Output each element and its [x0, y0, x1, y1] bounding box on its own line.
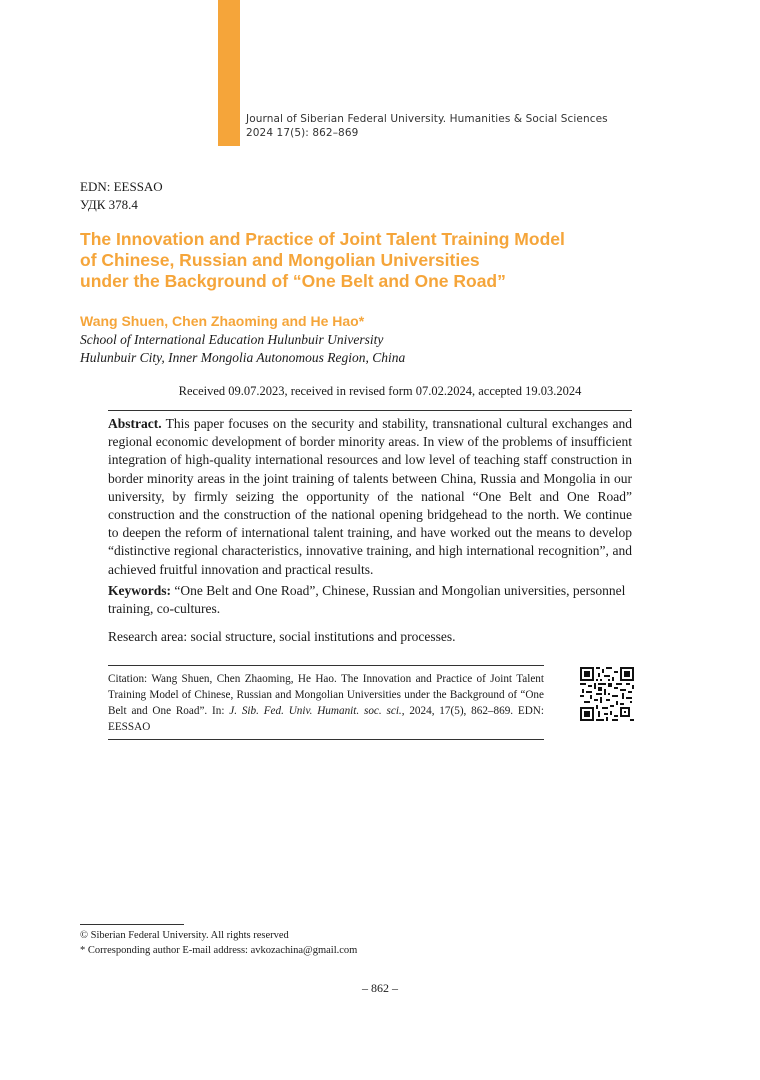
- received-dates: Received 09.07.2023, received in revised form 07.02.2024, accepted 19.03.2024: [178, 384, 582, 398]
- accent-bar: [218, 0, 240, 146]
- title-line: under the Background of “One Belt and One Road”: [80, 271, 506, 291]
- affiliation-line: Hulunbuir City, Inner Mongolia Autonomous Region, China: [80, 350, 406, 365]
- copyright-notice: © Siberian Federal University. All rights reserved: [80, 930, 289, 941]
- citation-bottom-rule: [108, 739, 544, 740]
- research-area: Research area: social structure, social institutions and processes.: [108, 629, 456, 644]
- article-title: [80, 229, 565, 292]
- abstract-top-rule: [108, 410, 632, 411]
- journal-header: [246, 112, 608, 140]
- edn-code: EDN: EESSAO: [80, 179, 163, 194]
- abstract: [108, 415, 632, 579]
- keywords-text: “One Belt and One Road”, Chinese, Russian and Mongolian universities, personnel training, co-cultures.: [108, 583, 626, 617]
- corresponding-author: * Corresponding author E-mail address: avkozachina@gmail.com: [80, 945, 358, 956]
- journal-name: Journal of Siberian Federal University. Humanities & Social Sciences: [246, 113, 608, 125]
- abstract-text: This paper focuses on the security and stability, transnational cultural exchanges and regional economic development of border minority areas. In view of the problems of insufficient integration of high-quality international resources and low level of teaching staff construction in border minority areas in the joint training of talents between China, Russia and Mongolia in our university, by firmly seizing the opportunity of the national “One Belt and One Road” construction and the construction of the national opening bridgehead to the north. We continue to deepen the reform of international talent training, and have worked out the means to develop “distinctive regional characteristics, innovative training, and high international recognition”, and achieved fruitful innovation and practical results.: [108, 416, 632, 577]
- journal-issue: 2024 17(5): 862–869: [246, 127, 359, 139]
- classification-codes: [80, 178, 163, 214]
- affiliation: [80, 331, 405, 367]
- keywords: [108, 582, 632, 618]
- qr-code-icon[interactable]: [580, 667, 634, 721]
- citation: [108, 671, 544, 735]
- footnotes: [80, 928, 357, 958]
- footnote-rule: [80, 924, 184, 925]
- affiliation-line: School of International Education Hulunbuir University: [80, 332, 384, 347]
- udk-code: УДК 378.4: [80, 197, 138, 212]
- authors: Wang Shuen, Chen Zhaoming and He Hao*: [80, 313, 365, 329]
- page-number: – 862 –: [362, 981, 398, 995]
- citation-top-rule: [108, 665, 544, 666]
- keywords-label: Keywords:: [108, 583, 171, 598]
- citation-suffix: , 2024, 17(5), 862–869. EDN: EESSAO: [108, 705, 544, 733]
- citation-text: Citation: Wang Shuen, Chen Zhaoming, He Hao. The Innovation and Practice of Joint Talent Training Model of Chinese, Russian and Mongolian Universities under the Background of “One Belt and One Road”. In:: [108, 673, 544, 717]
- title-line: The Innovation and Practice of Joint Talent Training Model: [80, 229, 565, 249]
- abstract-label: Abstract.: [108, 416, 162, 431]
- title-line: of Chinese, Russian and Mongolian Universities: [80, 250, 480, 270]
- citation-journal: J. Sib. Fed. Univ. Humanit. soc. sci.: [229, 705, 402, 717]
